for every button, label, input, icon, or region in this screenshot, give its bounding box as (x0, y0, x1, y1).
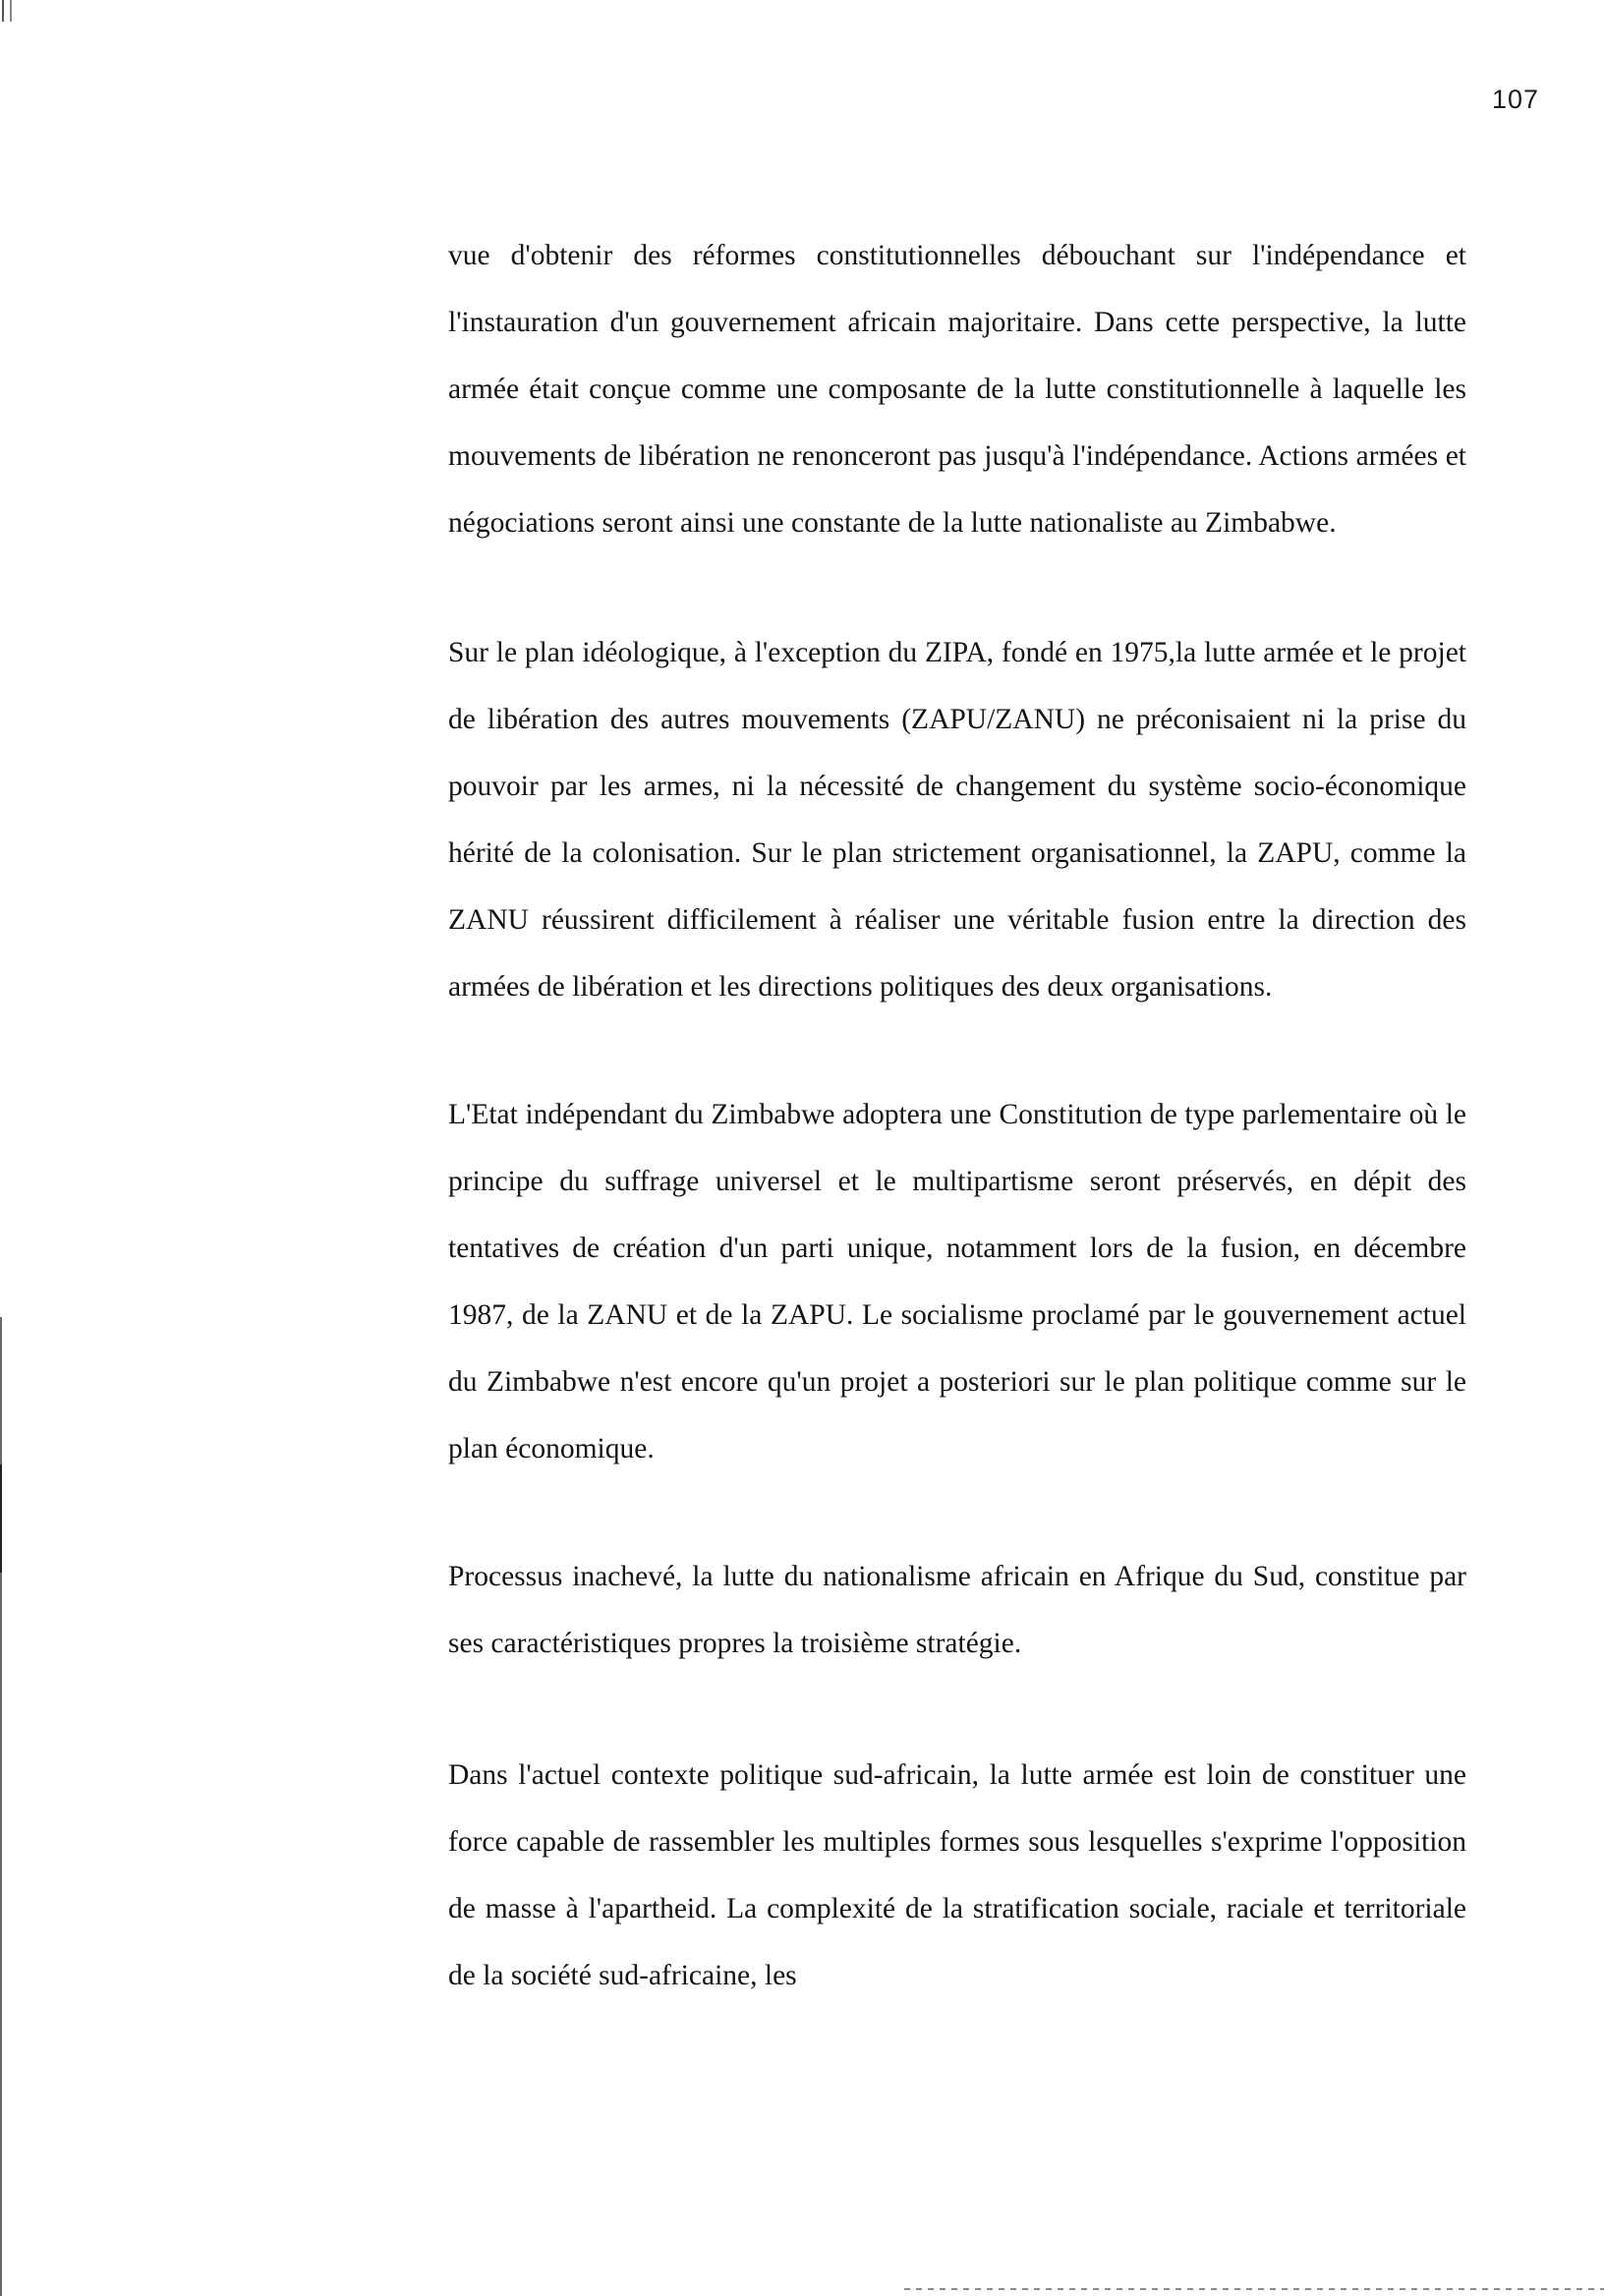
paragraph-3: L'Etat indépendant du Zimbabwe adoptera une Constitution de type parlementaire où le principe du suffrage universel et le multipartisme seront préservés, en dépit des tentatives de création d'un parti unique, notamment lors de la fusion, en décembre 1987, de la ZANU et de la ZAPU. Le socialisme proclamé par le gouvernement actuel du Zimbabwe n'est encore qu'un projet a posteriori sur le plan politique comme sur le plan économique. (448, 1099, 1466, 1464)
paragraph-1: vue d'obtenir des réformes constitutionnelles débouchant sur l'indépendance et l'instauration d'un gouvernement africain majoritaire. Dans cette perspective, la lutte armée était conçue comme une composante de la lutte constitutionnelle à laquelle les mouvements de libération ne renonceront pas jusqu'à l'indépendance. Actions armées et négociations seront ainsi une constante de la lutte nationaliste au Zimbabwe. (448, 240, 1466, 539)
paragraph-2: Sur le plan idéologique, à l'exception du ZIPA, fondé en 1975,la lutte armée et le projet de libération des autres mouvements (ZAPU/ZANU) ne préconisaient ni la prise du pouvoir par les armes, ni la nécessité de changement du système socio-économique hérité de la colonisation. Sur le plan strictement organisationnel, la ZAPU, comme la ZANU réussirent difficilement à réaliser une véritable fusion entre la direction des armées de libération et les directions politiques des deux organisations. (448, 637, 1466, 1003)
paragraph-4: Processus inachevé, la lutte du nationalisme africain en Afrique du Sud, constitue par ses caractéristiques propres la troisième stratégie. (448, 1561, 1466, 1659)
scan-edge-line-dark (0, 1464, 2, 1573)
page-number: 107 (1492, 85, 1540, 114)
body-text (448, 222, 1466, 2072)
paragraph-5: Dans l'actuel contexte politique sud-africain, la lutte armée est loin de constituer une force capable de rassembler les multiples formes sous lesquelles s'exprime l'opposition de masse à l'apartheid. La complexité de la stratification sociale, raciale et territoriale de la société sud-africaine, les (448, 1759, 1466, 1991)
scan-bottom-rule (904, 2288, 1604, 2290)
scan-edge-mark (2, 0, 12, 22)
